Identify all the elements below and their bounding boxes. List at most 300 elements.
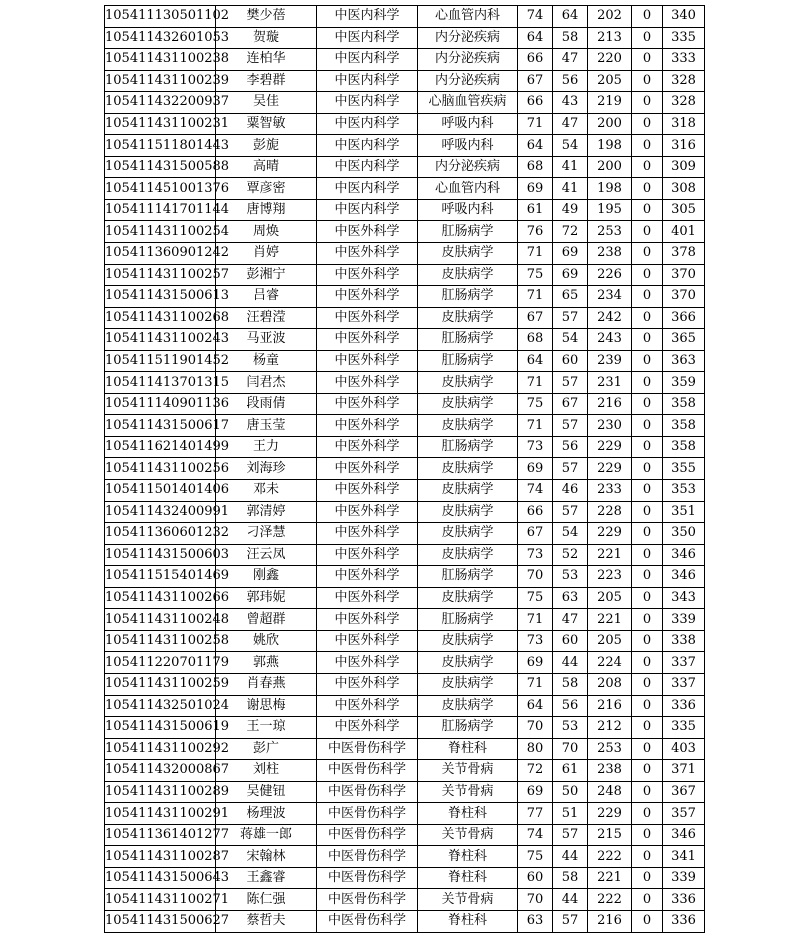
score-3-cell: 221 [588,544,632,566]
name-cell: 杨理波 [216,803,317,825]
table-row [105,889,705,911]
direction-cell: 脊柱科 [418,803,518,825]
name-cell: 蔡哲夫 [216,910,317,932]
direction-cell: 皮肤病学 [418,501,518,523]
major-cell: 中医骨伤科学 [317,846,418,868]
table-row [105,156,705,178]
total-score-cell: 336 [663,889,705,911]
score-2-cell: 54 [553,523,588,545]
score-4-cell: 0 [632,135,663,157]
score-2-cell: 57 [553,501,588,523]
table-row [105,307,705,329]
candidate-id-cell: 105411431100258 [105,630,216,652]
score-3-cell: 221 [588,867,632,889]
score-4-cell: 0 [632,458,663,480]
candidate-id-cell: 105411431100257 [105,264,216,286]
candidate-id-cell: 105411431100243 [105,329,216,351]
direction-cell: 心脑血管疾病 [418,92,518,114]
candidate-id-cell: 105411431100292 [105,738,216,760]
name-cell: 唐博翔 [216,199,317,221]
score-2-cell: 56 [553,436,588,458]
score-2-cell: 51 [553,803,588,825]
major-cell: 中医内科学 [317,113,418,135]
total-score-cell: 366 [663,307,705,329]
table-row [105,501,705,523]
name-cell: 彭广 [216,738,317,760]
major-cell: 中医骨伤科学 [317,889,418,911]
name-cell: 郭清婷 [216,501,317,523]
major-cell: 中医内科学 [317,92,418,114]
score-1-cell: 66 [518,49,553,71]
direction-cell: 关节骨病 [418,824,518,846]
score-2-cell: 57 [553,458,588,480]
score-1-cell: 72 [518,760,553,782]
score-4-cell: 0 [632,113,663,135]
table-row [105,178,705,200]
direction-cell: 肛肠病学 [418,717,518,739]
candidate-id-cell: 105411431500619 [105,717,216,739]
direction-cell: 皮肤病学 [418,243,518,265]
name-cell: 樊少蓓 [216,6,317,28]
name-cell: 王一琼 [216,717,317,739]
score-2-cell: 44 [553,652,588,674]
score-4-cell: 0 [632,587,663,609]
table-row [105,458,705,480]
name-cell: 彭旎 [216,135,317,157]
major-cell: 中医外科学 [317,372,418,394]
name-cell: 马亚波 [216,329,317,351]
score-3-cell: 229 [588,803,632,825]
score-4-cell: 0 [632,824,663,846]
table-row [105,135,705,157]
total-score-cell: 378 [663,243,705,265]
table-row [105,49,705,71]
total-score-cell: 328 [663,92,705,114]
name-cell: 吕睿 [216,286,317,308]
candidate-id-cell: 105411431100287 [105,846,216,868]
score-3-cell: 213 [588,27,632,49]
direction-cell: 脊柱科 [418,867,518,889]
score-4-cell: 0 [632,243,663,265]
name-cell: 汪云凤 [216,544,317,566]
total-score-cell: 308 [663,178,705,200]
score-2-cell: 57 [553,415,588,437]
major-cell: 中医外科学 [317,350,418,372]
major-cell: 中医内科学 [317,70,418,92]
total-score-cell: 339 [663,609,705,631]
table-row [105,566,705,588]
score-3-cell: 216 [588,910,632,932]
score-2-cell: 57 [553,372,588,394]
score-4-cell: 0 [632,264,663,286]
total-score-cell: 339 [663,867,705,889]
score-2-cell: 58 [553,673,588,695]
name-cell: 彭湘宁 [216,264,317,286]
score-3-cell: 198 [588,178,632,200]
candidate-id-cell: 105411431100239 [105,70,216,92]
score-1-cell: 68 [518,156,553,178]
total-score-cell: 340 [663,6,705,28]
direction-cell: 呼吸内科 [418,135,518,157]
name-cell: 吴健钮 [216,781,317,803]
score-1-cell: 67 [518,523,553,545]
table-row [105,27,705,49]
score-4-cell: 0 [632,523,663,545]
total-score-cell: 309 [663,156,705,178]
major-cell: 中医骨伤科学 [317,867,418,889]
score-2-cell: 60 [553,630,588,652]
direction-cell: 皮肤病学 [418,673,518,695]
candidate-id-cell: 105411431100268 [105,307,216,329]
score-2-cell: 52 [553,544,588,566]
total-score-cell: 333 [663,49,705,71]
direction-cell: 呼吸内科 [418,113,518,135]
total-score-cell: 343 [663,587,705,609]
major-cell: 中医外科学 [317,695,418,717]
candidate-id-cell: 105411413701315 [105,372,216,394]
candidate-id-cell: 105411431100248 [105,609,216,631]
name-cell: 谢思梅 [216,695,317,717]
name-cell: 周焕 [216,221,317,243]
table-row [105,867,705,889]
candidate-id-cell: 105411511901452 [105,350,216,372]
direction-cell: 皮肤病学 [418,544,518,566]
score-3-cell: 238 [588,243,632,265]
score-2-cell: 41 [553,156,588,178]
score-3-cell: 238 [588,760,632,782]
score-2-cell: 56 [553,695,588,717]
total-score-cell: 351 [663,501,705,523]
score-2-cell: 53 [553,566,588,588]
major-cell: 中医外科学 [317,221,418,243]
score-1-cell: 70 [518,889,553,911]
score-3-cell: 231 [588,372,632,394]
name-cell: 刘海珍 [216,458,317,480]
score-1-cell: 74 [518,824,553,846]
score-2-cell: 70 [553,738,588,760]
score-4-cell: 0 [632,717,663,739]
score-3-cell: 200 [588,113,632,135]
score-1-cell: 67 [518,307,553,329]
score-3-cell: 219 [588,92,632,114]
candidate-id-cell: 105411451001376 [105,178,216,200]
score-1-cell: 71 [518,243,553,265]
direction-cell: 心血管内科 [418,6,518,28]
direction-cell: 肛肠病学 [418,350,518,372]
score-4-cell: 0 [632,27,663,49]
score-1-cell: 67 [518,70,553,92]
score-1-cell: 61 [518,199,553,221]
total-score-cell: 346 [663,566,705,588]
name-cell: 贺璇 [216,27,317,49]
score-2-cell: 50 [553,781,588,803]
name-cell: 曾超群 [216,609,317,631]
score-4-cell: 0 [632,566,663,588]
score-3-cell: 205 [588,587,632,609]
major-cell: 中医外科学 [317,652,418,674]
major-cell: 中医内科学 [317,178,418,200]
score-4-cell: 0 [632,436,663,458]
major-cell: 中医骨伤科学 [317,760,418,782]
score-1-cell: 71 [518,372,553,394]
name-cell: 王力 [216,436,317,458]
table-row [105,587,705,609]
major-cell: 中医外科学 [317,329,418,351]
score-3-cell: 222 [588,889,632,911]
score-4-cell: 0 [632,178,663,200]
major-cell: 中医骨伤科学 [317,738,418,760]
name-cell: 宋翰林 [216,846,317,868]
table-row [105,286,705,308]
score-1-cell: 71 [518,673,553,695]
score-1-cell: 71 [518,609,553,631]
major-cell: 中医外科学 [317,415,418,437]
score-2-cell: 67 [553,393,588,415]
candidate-id-cell: 105411431500588 [105,156,216,178]
candidate-id-cell: 105411432601053 [105,27,216,49]
score-3-cell: 229 [588,458,632,480]
major-cell: 中医内科学 [317,135,418,157]
score-3-cell: 198 [588,135,632,157]
score-3-cell: 212 [588,717,632,739]
direction-cell: 心血管内科 [418,178,518,200]
total-score-cell: 371 [663,760,705,782]
major-cell: 中医内科学 [317,27,418,49]
major-cell: 中医骨伤科学 [317,910,418,932]
major-cell: 中医外科学 [317,264,418,286]
total-score-cell: 316 [663,135,705,157]
table-row [105,738,705,760]
total-score-cell: 359 [663,372,705,394]
score-4-cell: 0 [632,781,663,803]
name-cell: 杨童 [216,350,317,372]
score-4-cell: 0 [632,738,663,760]
candidate-id-cell: 105411501401406 [105,480,216,502]
score-3-cell: 229 [588,523,632,545]
table-row [105,717,705,739]
direction-cell: 肛肠病学 [418,566,518,588]
major-cell: 中医外科学 [317,307,418,329]
name-cell: 刚鑫 [216,566,317,588]
score-1-cell: 70 [518,566,553,588]
name-cell: 姚欣 [216,630,317,652]
score-2-cell: 69 [553,264,588,286]
total-score-cell: 341 [663,846,705,868]
score-4-cell: 0 [632,199,663,221]
candidate-id-cell: 105411431100259 [105,673,216,695]
direction-cell: 皮肤病学 [418,652,518,674]
direction-cell: 皮肤病学 [418,480,518,502]
major-cell: 中医外科学 [317,480,418,502]
score-2-cell: 41 [553,178,588,200]
total-score-cell: 363 [663,350,705,372]
major-cell: 中医外科学 [317,523,418,545]
score-1-cell: 80 [518,738,553,760]
total-score-cell: 346 [663,544,705,566]
direction-cell: 皮肤病学 [418,393,518,415]
total-score-cell: 336 [663,695,705,717]
score-1-cell: 66 [518,92,553,114]
major-cell: 中医外科学 [317,673,418,695]
score-2-cell: 63 [553,587,588,609]
candidate-id-cell: 105411431500603 [105,544,216,566]
total-score-cell: 305 [663,199,705,221]
score-4-cell: 0 [632,544,663,566]
score-3-cell: 202 [588,6,632,28]
score-4-cell: 0 [632,630,663,652]
direction-cell: 内分泌疾病 [418,156,518,178]
score-2-cell: 43 [553,92,588,114]
score-1-cell: 66 [518,501,553,523]
score-3-cell: 243 [588,329,632,351]
candidate-id-cell: 105411140901136 [105,393,216,415]
score-4-cell: 0 [632,609,663,631]
table-row [105,609,705,631]
direction-cell: 皮肤病学 [418,372,518,394]
candidate-id-cell: 105411431100289 [105,781,216,803]
score-2-cell: 61 [553,760,588,782]
score-2-cell: 58 [553,867,588,889]
major-cell: 中医内科学 [317,199,418,221]
score-2-cell: 49 [553,199,588,221]
total-score-cell: 355 [663,458,705,480]
score-3-cell: 205 [588,630,632,652]
candidate-id-cell: 105411432400991 [105,501,216,523]
score-3-cell: 233 [588,480,632,502]
total-score-cell: 338 [663,630,705,652]
score-1-cell: 69 [518,781,553,803]
score-1-cell: 64 [518,350,553,372]
candidate-id-cell: 105411431500643 [105,867,216,889]
score-1-cell: 75 [518,846,553,868]
score-4-cell: 0 [632,695,663,717]
score-1-cell: 69 [518,652,553,674]
table-row [105,480,705,502]
table-row [105,523,705,545]
table-row [105,221,705,243]
total-score-cell: 403 [663,738,705,760]
table-row [105,243,705,265]
candidate-id-cell: 105411361401277 [105,824,216,846]
name-cell: 李碧群 [216,70,317,92]
score-3-cell: 253 [588,738,632,760]
total-score-cell: 358 [663,393,705,415]
score-4-cell: 0 [632,329,663,351]
score-2-cell: 64 [553,6,588,28]
candidate-id-cell: 105411431100238 [105,49,216,71]
total-score-cell: 318 [663,113,705,135]
candidate-id-cell: 105411431500627 [105,910,216,932]
total-score-cell: 328 [663,70,705,92]
direction-cell: 皮肤病学 [418,307,518,329]
major-cell: 中医外科学 [317,286,418,308]
score-2-cell: 57 [553,910,588,932]
total-score-cell: 358 [663,415,705,437]
table-row [105,113,705,135]
major-cell: 中医外科学 [317,243,418,265]
score-4-cell: 0 [632,501,663,523]
candidate-id-cell: 105411431100254 [105,221,216,243]
score-1-cell: 64 [518,135,553,157]
total-score-cell: 337 [663,652,705,674]
table-row [105,544,705,566]
table-row [105,393,705,415]
direction-cell: 脊柱科 [418,738,518,760]
score-4-cell: 0 [632,803,663,825]
name-cell: 刘柱 [216,760,317,782]
candidate-id-cell: 105411431100266 [105,587,216,609]
direction-cell: 肛肠病学 [418,221,518,243]
candidate-id-cell: 105411432000867 [105,760,216,782]
score-4-cell: 0 [632,221,663,243]
score-1-cell: 76 [518,221,553,243]
table-row [105,199,705,221]
table-row [105,760,705,782]
total-score-cell: 346 [663,824,705,846]
major-cell: 中医外科学 [317,458,418,480]
direction-cell: 内分泌疾病 [418,27,518,49]
total-score-cell: 370 [663,264,705,286]
score-4-cell: 0 [632,910,663,932]
score-4-cell: 0 [632,92,663,114]
total-score-cell: 370 [663,286,705,308]
total-score-cell: 337 [663,673,705,695]
candidate-id-cell: 105411511801443 [105,135,216,157]
score-3-cell: 239 [588,350,632,372]
total-score-cell: 335 [663,27,705,49]
direction-cell: 呼吸内科 [418,199,518,221]
table-row [105,264,705,286]
direction-cell: 肛肠病学 [418,436,518,458]
score-2-cell: 47 [553,609,588,631]
total-score-cell: 336 [663,910,705,932]
score-3-cell: 230 [588,415,632,437]
score-3-cell: 248 [588,781,632,803]
name-cell: 刁泽慧 [216,523,317,545]
score-1-cell: 75 [518,264,553,286]
score-2-cell: 47 [553,113,588,135]
score-3-cell: 208 [588,673,632,695]
name-cell: 肖婷 [216,243,317,265]
score-4-cell: 0 [632,350,663,372]
score-1-cell: 69 [518,458,553,480]
candidate-id-cell: 105411431500617 [105,415,216,437]
score-4-cell: 0 [632,867,663,889]
score-3-cell: 215 [588,824,632,846]
score-4-cell: 0 [632,889,663,911]
total-score-cell: 358 [663,436,705,458]
score-1-cell: 71 [518,286,553,308]
score-3-cell: 205 [588,70,632,92]
score-4-cell: 0 [632,480,663,502]
table-row [105,673,705,695]
major-cell: 中医外科学 [317,393,418,415]
direction-cell: 脊柱科 [418,910,518,932]
score-3-cell: 229 [588,436,632,458]
score-1-cell: 60 [518,867,553,889]
table-row [105,372,705,394]
score-table [104,5,705,933]
candidate-id-cell: 105411432501024 [105,695,216,717]
score-3-cell: 216 [588,695,632,717]
name-cell: 吴佳 [216,92,317,114]
table-row [105,781,705,803]
table-row [105,92,705,114]
major-cell: 中医外科学 [317,609,418,631]
major-cell: 中医外科学 [317,566,418,588]
score-1-cell: 73 [518,544,553,566]
name-cell: 陈仁强 [216,889,317,911]
